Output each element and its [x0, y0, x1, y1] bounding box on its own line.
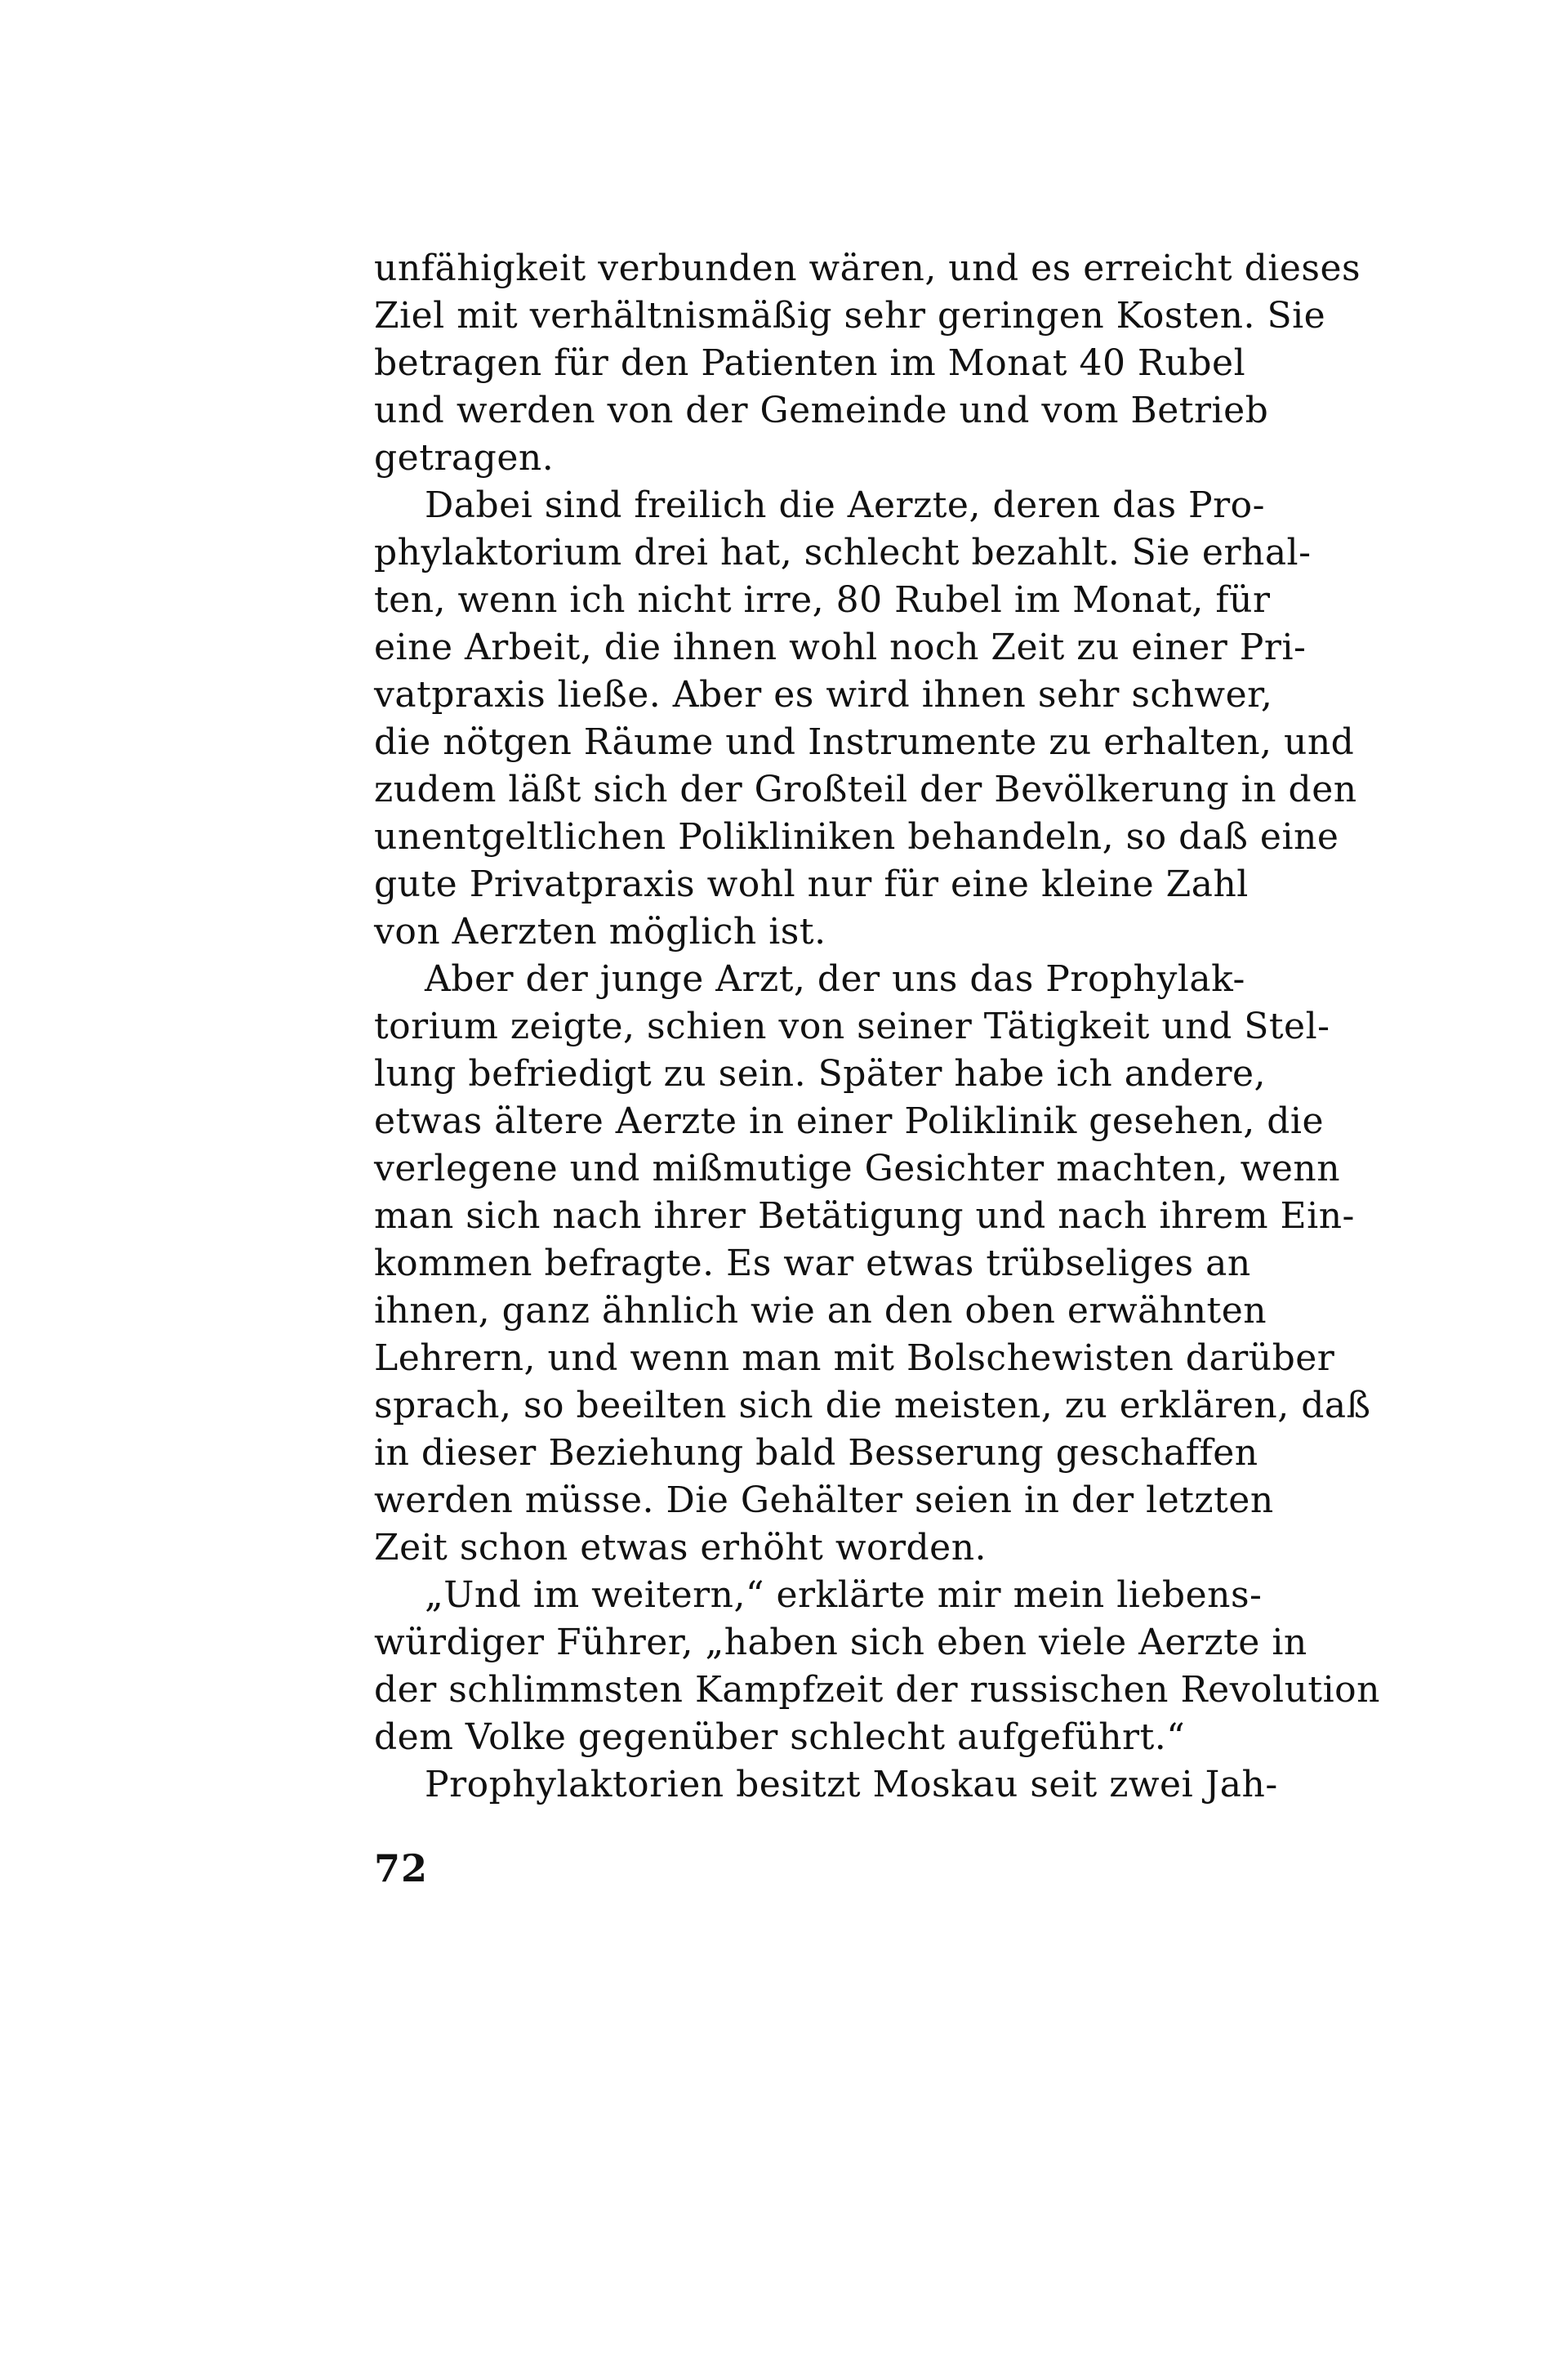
- text-line: etwas ältere Aerzte in einer Poliklinik gesehen, die: [374, 1100, 1325, 1142]
- page-number: 72: [374, 1846, 429, 1890]
- text-line: eine Arbeit, die ihnen wohl noch Zeit zu einer Pri-: [374, 627, 1307, 668]
- text-line: in dieser Beziehung bald Besserung geschaffen: [374, 1432, 1258, 1474]
- text-line: Lehrern, und wenn man mit Bolschewisten darüber: [374, 1337, 1335, 1379]
- body-text: [374, 245, 1380, 1809]
- text-line: Ziel mit verhältnismäßig sehr geringen Kosten. Sie: [374, 295, 1326, 337]
- text-line: torium zeigte, schien von seiner Tätigkeit und Stel-: [374, 1006, 1330, 1047]
- text-line: unentgeltlichen Polikliniken behandeln, so daß eine: [374, 816, 1339, 858]
- text-line: kommen befragte. Es war etwas trübseliges an: [374, 1243, 1251, 1284]
- text-line: man sich nach ihrer Betätigung und nach ihrem Ein-: [374, 1195, 1355, 1237]
- text-line: unfähigkeit verbunden wären, und es erreicht dieses: [374, 248, 1361, 289]
- text-line: lung befriedigt zu sein. Später habe ich andere,: [374, 1053, 1267, 1095]
- text-line: phylaktorium drei hat, schlecht bezahlt. Sie erhal-: [374, 532, 1312, 573]
- text-line: der schlimmsten Kampfzeit der russischen Revolution: [374, 1669, 1380, 1711]
- text-line: getragen.: [374, 437, 555, 479]
- text-line: Prophylaktorien besitzt Moskau seit zwei Jah-: [425, 1764, 1278, 1805]
- text-line: Aber der junge Arzt, der uns das Prophylak-: [425, 958, 1245, 1000]
- text-line: von Aerzten möglich ist.: [374, 911, 826, 953]
- text-line: gute Privatpraxis wohl nur für eine kleine Zahl: [374, 863, 1249, 905]
- text-line: werden müsse. Die Gehälter seien in der letzten: [374, 1479, 1274, 1521]
- text-line: ten, wenn ich nicht irre, 80 Rubel im Monat, für: [374, 579, 1271, 621]
- text-line: und werden von der Gemeinde und vom Betrieb: [374, 390, 1269, 431]
- text-line: betragen für den Patienten im Monat 40 Rubel: [374, 342, 1246, 384]
- text-line: die nötgen Räume und Instrumente zu erhalten, und: [374, 721, 1355, 763]
- text-line: Zeit schon etwas erhöht worden.: [374, 1527, 987, 1568]
- text-line: Dabei sind freilich die Aerzte, deren das Pro-: [425, 484, 1266, 526]
- text-line: dem Volke gegenüber schlecht aufgeführt.“: [374, 1716, 1186, 1758]
- text-line: zudem läßt sich der Großteil der Bevölkerung in den: [374, 769, 1357, 810]
- text-line: ihnen, ganz ähnlich wie an den oben erwähnten: [374, 1290, 1267, 1332]
- text-line: verlegene und mißmutige Gesichter machten, wenn: [374, 1148, 1341, 1189]
- text-line: sprach, so beeilten sich die meisten, zu erklären, daß: [374, 1385, 1371, 1426]
- text-line: würdiger Führer, „haben sich eben viele Aerzte in: [374, 1622, 1307, 1663]
- text-line: vatpraxis ließe. Aber es wird ihnen sehr schwer,: [374, 674, 1273, 716]
- text-line: „Und im weitern,“ erklärte mir mein liebens-: [425, 1574, 1263, 1616]
